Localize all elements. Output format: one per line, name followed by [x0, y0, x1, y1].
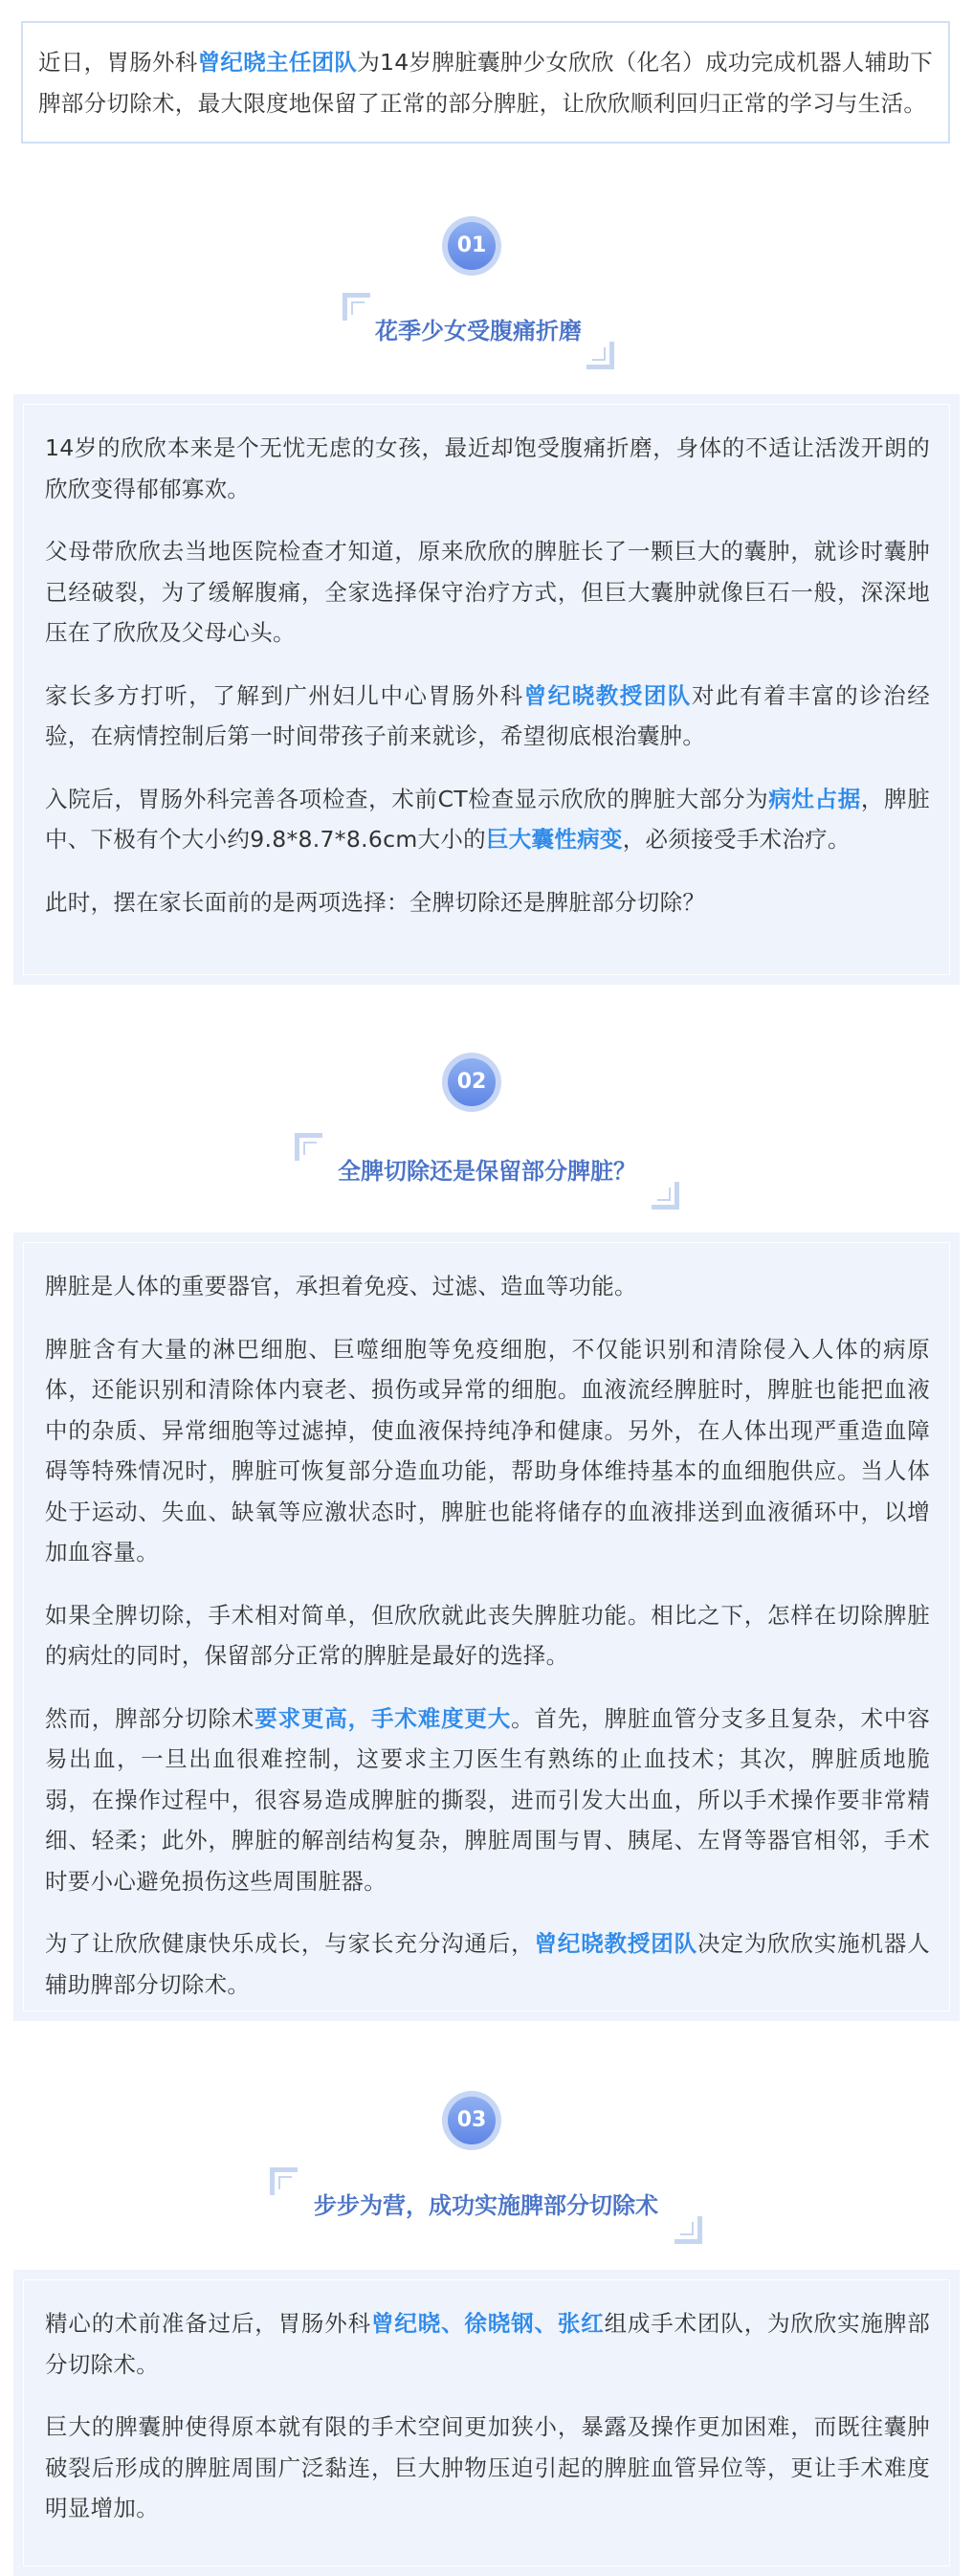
paragraph-text: 对此有着丰富的诊治经验，在病情控制后第一时间带孩子前来就诊，希望彻底根治囊肿。: [45, 681, 931, 749]
paragraph: [45, 1699, 930, 1902]
section-number: 02: [448, 1058, 496, 1106]
intro-team-highlight: 曾纪晓主任团队: [197, 49, 358, 76]
paragraph-text: ，脾脏中、下极有个大小约9.8*8.7*8.6cm大小的: [45, 785, 930, 853]
paragraph: 巨大的脾囊肿使得原本就有限的手术空间更加狭小，暴露及操作更加困难，而既往囊肿破裂后形成的脾脏周围广泛黏连，巨大肿物压迫引起的脾脏血管异位等，更让手术难度明显增加。: [45, 2413, 930, 2521]
section-title-text: 全脾切除还是保留部分脾脏？: [338, 1158, 636, 1185]
section-content-frame: [23, 404, 950, 975]
paragraph-text: 家长多方打听，了解到广州妇儿中心胃肠外科: [45, 681, 524, 709]
section-title: [308, 1143, 666, 1200]
paragraph: 此时，摆在家长面前的是两项选择：全脾切除还是脾脏部分切除？: [45, 888, 706, 916]
paragraph: 如果全脾切除，手术相对简单，但欣欣就此丧失脾脏功能。相比之下，怎样在切除脾脏的病灶的同时，保留部分正常的脾脏是最好的选择。: [45, 1601, 930, 1669]
intro-box: [21, 21, 950, 144]
corner-bracket-icon: [674, 2216, 702, 2244]
section-content-box: [13, 1232, 960, 2021]
corner-bracket-icon: [295, 1133, 322, 1161]
section-content-box: [13, 2270, 960, 2576]
intro-text-rest: 为14岁脾脏囊肿少女欣欣（化名）成功完成机器人辅助下脾部分切除术，最大限度地保留了正常的部分脾脏，让欣欣顺利回归正常的学习与生活。: [38, 49, 934, 117]
corner-bracket-icon: [343, 293, 370, 321]
corner-bracket-icon: [586, 342, 614, 369]
section-title: [283, 2177, 689, 2234]
paragraph-text: 决定为欣欣实施机器人辅助脾部分切除术。: [45, 1930, 930, 1998]
corner-bracket-icon: [270, 2167, 298, 2195]
intro-text-start: 近日，胃肠外科: [38, 49, 198, 76]
section-number: 03: [448, 2097, 496, 2144]
difficulty-highlight: 要求更高，手术难度更大: [254, 1704, 512, 1732]
paragraph-text: ，必须接受手术治疗。: [622, 826, 851, 853]
paragraph-text: 组成手术团队，为欣欣实施脾部分切除术。: [45, 2310, 931, 2378]
team-highlight: 曾纪晓教授团队: [534, 1930, 697, 1957]
paragraph-text: 然而，脾部分切除术: [45, 1704, 255, 1732]
corner-bracket-icon: [652, 1182, 679, 1210]
paragraph: [45, 2303, 930, 2385]
paragraph: 父母带欣欣去当地医院检查才知道，原来欣欣的脾脏长了一颗巨大的囊肿，就诊时囊肿已经破裂，为了缓解腹痛，全家选择保守治疗方式，但巨大囊肿就像巨石一般，深深地压在了欣欣及父母心头。: [45, 538, 930, 646]
paragraph: [45, 1923, 930, 2005]
section-content-frame: [23, 1242, 950, 2011]
paragraph: 14岁的欣欣本来是个无忧无虑的女孩，最近却饱受腹痛折磨，身体的不适让活泼开朗的欣欣变得郁郁寡欢。: [45, 434, 930, 502]
lesion-highlight: 病灶占据: [768, 785, 861, 812]
paragraph-text: 入院后，胃肠外科完善各项检查，术前CT检查显示欣欣的脾脏大部分为: [45, 785, 769, 812]
section-content-box: [13, 394, 960, 985]
paragraph: [45, 676, 930, 757]
paragraph: [45, 779, 930, 860]
paragraph: 脾脏含有大量的淋巴细胞、巨噬细胞等免疫细胞，不仅能识别和清除侵入人体的病原体，还能识别和清除体内衰老、损伤或异常的细胞。血液流经脾脏时，脾脏也能把血液中的杂质、异常细胞等过滤掉，使血液保持纯净和健康。另外，在人体出现严重造血障碍等特殊情况时，脾脏可恢复部分造血功能，帮助身体维持基本的血细胞供应。当人体处于运动、失血、缺氧等应激状态时，脾脏也能将储存的血液排送到血液循环中，以增加血容量。: [45, 1335, 930, 1566]
section-number-badge: [442, 2091, 501, 2150]
section-title-text: 步步为营，成功实施脾部分切除术: [314, 2192, 658, 2219]
paragraph-text: 。首先，脾脏血管分支多且复杂，术中容易出血，一旦出血很难控制，这要求主刀医生有熟练的止血技术；其次，脾脏质地脆弱，在操作过程中，很容易造成脾脏的撕裂，进而引发大出血，所以手术操作要非常精细、轻柔；此外，脾脏的解剖结构复杂，脾脏周围与胃、胰尾、左肾等器官相邻，手术时要小心避免损伤这些周围脏器。: [45, 1704, 930, 1895]
paragraph-text: 为了让欣欣健康快乐成长，与家长充分沟通后，: [45, 1930, 535, 1957]
section-content-frame: [23, 2279, 950, 2566]
section-title: [356, 302, 601, 360]
surgeons-highlight: 曾纪晓、徐晓钢、张红: [371, 2310, 605, 2337]
section-title-text: 花季少女受腹痛折磨: [375, 318, 582, 344]
paragraph-text: 精心的术前准备过后，胃肠外科: [45, 2310, 371, 2337]
section-number: 01: [448, 222, 496, 270]
section-number-badge: [442, 216, 501, 276]
team-highlight: 曾纪晓教授团队: [523, 681, 692, 709]
cyst-highlight: 巨大囊性病变: [485, 826, 623, 853]
paragraph: 脾脏是人体的重要器官，承担着免疫、过滤、造血等功能。: [45, 1273, 637, 1299]
section-number-badge: [442, 1053, 501, 1112]
